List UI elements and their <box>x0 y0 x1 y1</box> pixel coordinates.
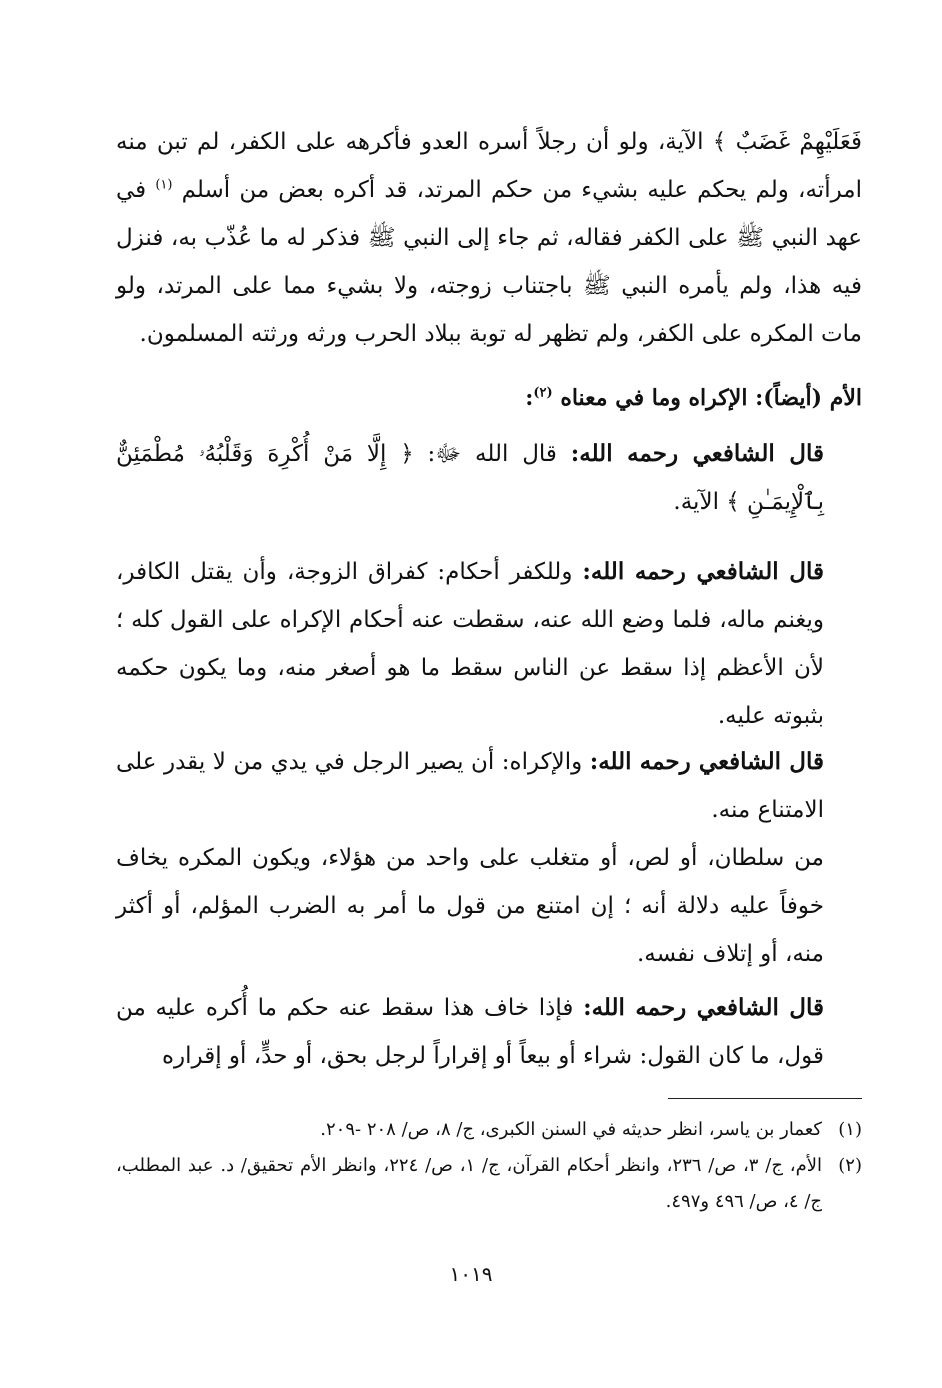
speaker-label: قال الشافعي رحمه الله: <box>582 558 824 585</box>
paragraph-7-text: فإذا خاف هذا سقط عنه حكم ما أُكره عليه من قول، ما كان القول: شراء أو بيعاً أو إقراراً لرجل بحق، أو حدٍّ، أو إقراره <box>116 995 824 1069</box>
footnotes <box>116 1112 862 1220</box>
page-number: ١٠١٩ <box>449 1262 493 1286</box>
footnote-number: (٢) <box>838 1155 862 1176</box>
paragraph-1-text: فَعَلَيْهِمْ غَضَبٌ ﴾ الآية، ولو أن رجلاً أسره العدو فأكرهه على الكفر، لم تبن منه امرأته، ولم يحكم عليه بشيء من حكم المرتد، قد أكره بعض من أسلم <box>116 129 862 203</box>
paragraph-3-text: قال الله ﷻ: ﴿ إِلَّا مَنْ أُكْرِهَ وَقَلْبُهُۥ مُطْمَئِنٌّ بِٱلْإِيمَـٰنِ ﴾ الآية. <box>116 441 824 515</box>
speaker-label: قال الشافعي رحمه الله: <box>583 994 824 1021</box>
footnote-2 <box>116 1148 862 1220</box>
footnote-ref-1[interactable]: (١) <box>155 177 173 193</box>
paragraph-5-text: والإكراه: أن يصير الرجل في يدي من لا يقدر على الامتناع منه. <box>116 749 824 823</box>
footnote-number: (١) <box>838 1119 862 1140</box>
paragraph-3 <box>116 430 862 526</box>
paragraph-1-continuation: في عهد النبي ﷺ على الكفر فقاله، ثم جاء إلى النبي ﷺ فذكر له ما عُذّب به، فنزل فيه هذا، ولم يأمره النبي ﷺ باجتناب زوجته، ولا بشيء مما على المرتد، ولو مات المكره على الكفر، ولم تظهر له توبة ببلاد الحرب ورثه ورثته المسلمون. <box>116 177 862 347</box>
section-heading-colon: : <box>525 385 534 411</box>
paragraph-1 <box>116 118 862 358</box>
paragraph-6-text: من سلطان، أو لص، أو متغلب على واحد من هؤلاء، ويكون المكره يخاف خوفاً عليه دلالة أنه ؛ إن امتنع من قول ما أمر به الضرب المؤلم، أو أكثر منه، أو إتلاف نفسه. <box>116 845 824 967</box>
speaker-label: قال الشافعي رحمه الله: <box>570 440 824 467</box>
footnote-1 <box>116 1112 862 1148</box>
section-heading <box>116 378 862 418</box>
footnote-divider <box>668 1098 862 1099</box>
paragraph-7 <box>116 984 862 1080</box>
paragraph-6 <box>116 834 862 978</box>
footnote-text: الأم، ج/ ٣، ص/ ٢٣٦، وانظر أحكام القرآن، ج/ ١، ص/ ٢٢٤، وانظر الأم تحقيق/ د. عبد المطلب، ج/ ٤، ص/ ٤٩٦ و٤٩٧. <box>116 1155 822 1212</box>
paragraph-5 <box>116 738 862 834</box>
footnote-ref-2[interactable]: (٢) <box>533 385 553 401</box>
section-heading-text: الأم (أيضاً): الإكراه وما في معناه <box>560 385 862 411</box>
paragraph-4 <box>116 548 862 740</box>
footnote-text: كعمار بن ياسر، انظر حديثه في السنن الكبرى، ج/ ٨، ص/ ٢٠٨ -٢٠٩. <box>320 1119 822 1140</box>
paragraph-4-text: وللكفر أحكام: كفراق الزوجة، وأن يقتل الكافر، ويغنم ماله، فلما وضع الله عنه، سقطت عنه أحكام الإكراه على القول كله ؛ لأن الأعظم إذا سقط عن الناس سقط ما هو أصغر منه، وما يكون حكمه بثبوته عليه. <box>116 559 824 729</box>
speaker-label: قال الشافعي رحمه الله: <box>589 748 824 775</box>
